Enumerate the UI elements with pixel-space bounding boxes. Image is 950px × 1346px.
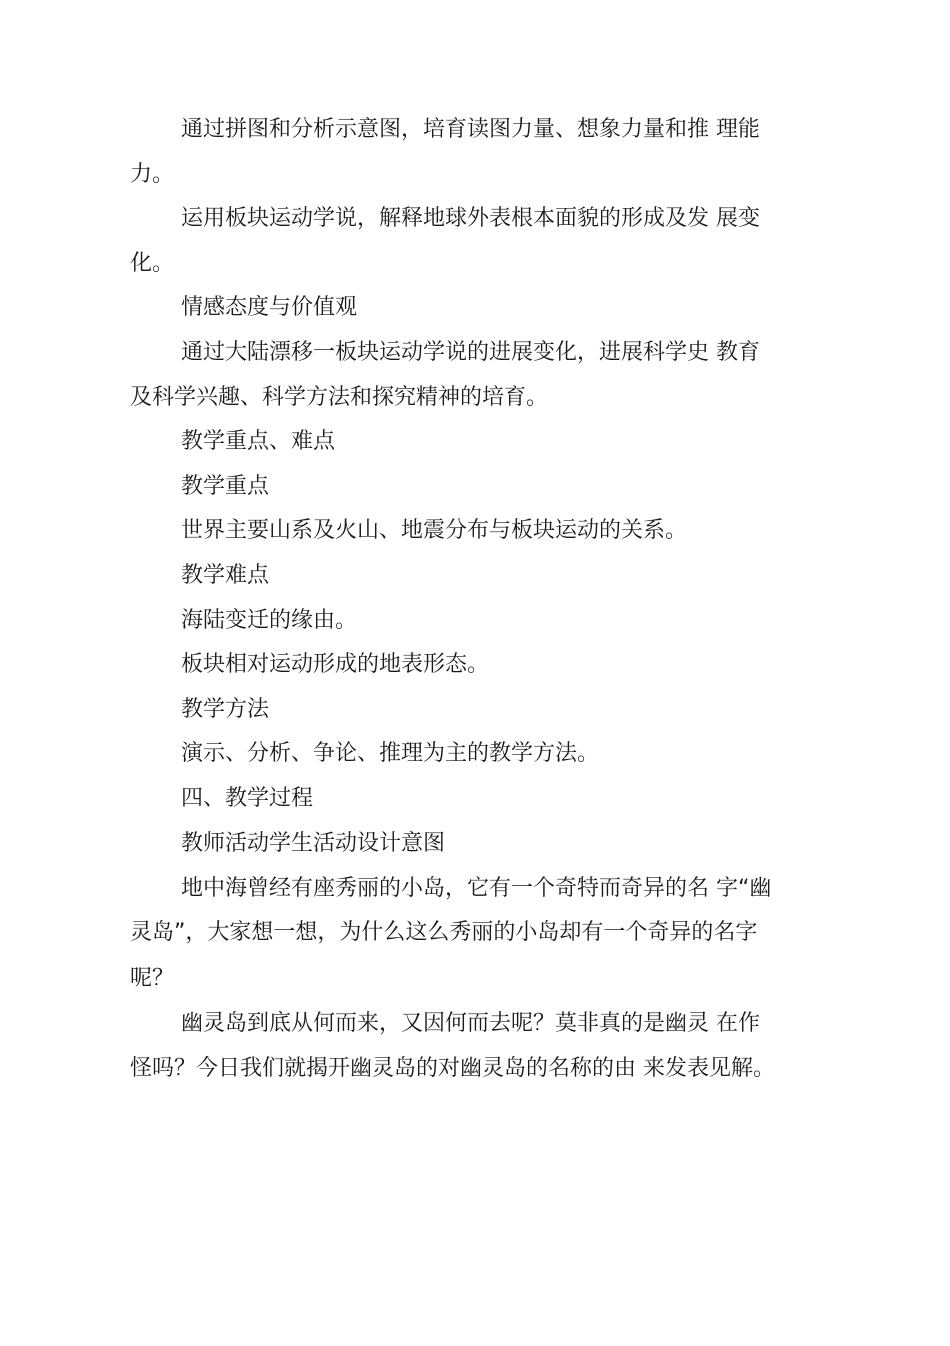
- paragraph-line: 及科学兴趣、科学方法和探究精神的培育。: [130, 385, 549, 410]
- section-heading: 教学难点: [181, 563, 270, 588]
- paragraph-line: 教师活动学生活动设计意图: [181, 831, 446, 856]
- paragraph-line: 幽灵岛到底从何而来，又因何而去呢？莫非真的是幽灵 在作: [181, 1011, 760, 1036]
- paragraph-line: 呢？: [130, 966, 175, 991]
- paragraph-line: 运用板块运动学说，解释地球外表根本面貌的形成及发 展变: [181, 206, 760, 231]
- paragraph-line: 板块相对运动形成的地表形态。: [181, 652, 490, 677]
- paragraph-line: 力。: [130, 162, 175, 187]
- paragraph-line: 怪吗？今日我们就揭开幽灵岛的对幽灵岛的名称的由 来发表见解。: [130, 1056, 775, 1081]
- section-heading: 教学重点: [181, 474, 270, 499]
- section-heading: 教学重点、难点: [181, 429, 336, 454]
- paragraph-line: 海陆变迁的缘由。: [181, 608, 358, 633]
- section-heading: 教学方法: [181, 697, 270, 722]
- paragraph-line: 地中海曾经有座秀丽的小岛，它有一个奇特而奇异的名 字“幽: [181, 876, 772, 901]
- section-heading: 情感态度与价值观: [181, 295, 358, 320]
- paragraph-line: 世界主要山系及火山、地震分布与板块运动的关系。: [181, 518, 688, 543]
- paragraph-line: 演示、分析、争论、推理为主的教学方法。: [181, 741, 600, 766]
- paragraph-line: 灵岛”，大家想一想，为什么这么秀丽的小岛却有一个奇异的名字: [130, 920, 758, 945]
- paragraph-line: 通过拼图和分析示意图，培育读图力量、想象力量和推 理能: [181, 117, 760, 142]
- paragraph-line: 通过大陆漂移一板块运动学说的进展变化，进展科学史 教育: [181, 340, 760, 365]
- paragraph-line: 化。: [130, 251, 175, 276]
- section-heading: 四、教学过程: [181, 786, 314, 811]
